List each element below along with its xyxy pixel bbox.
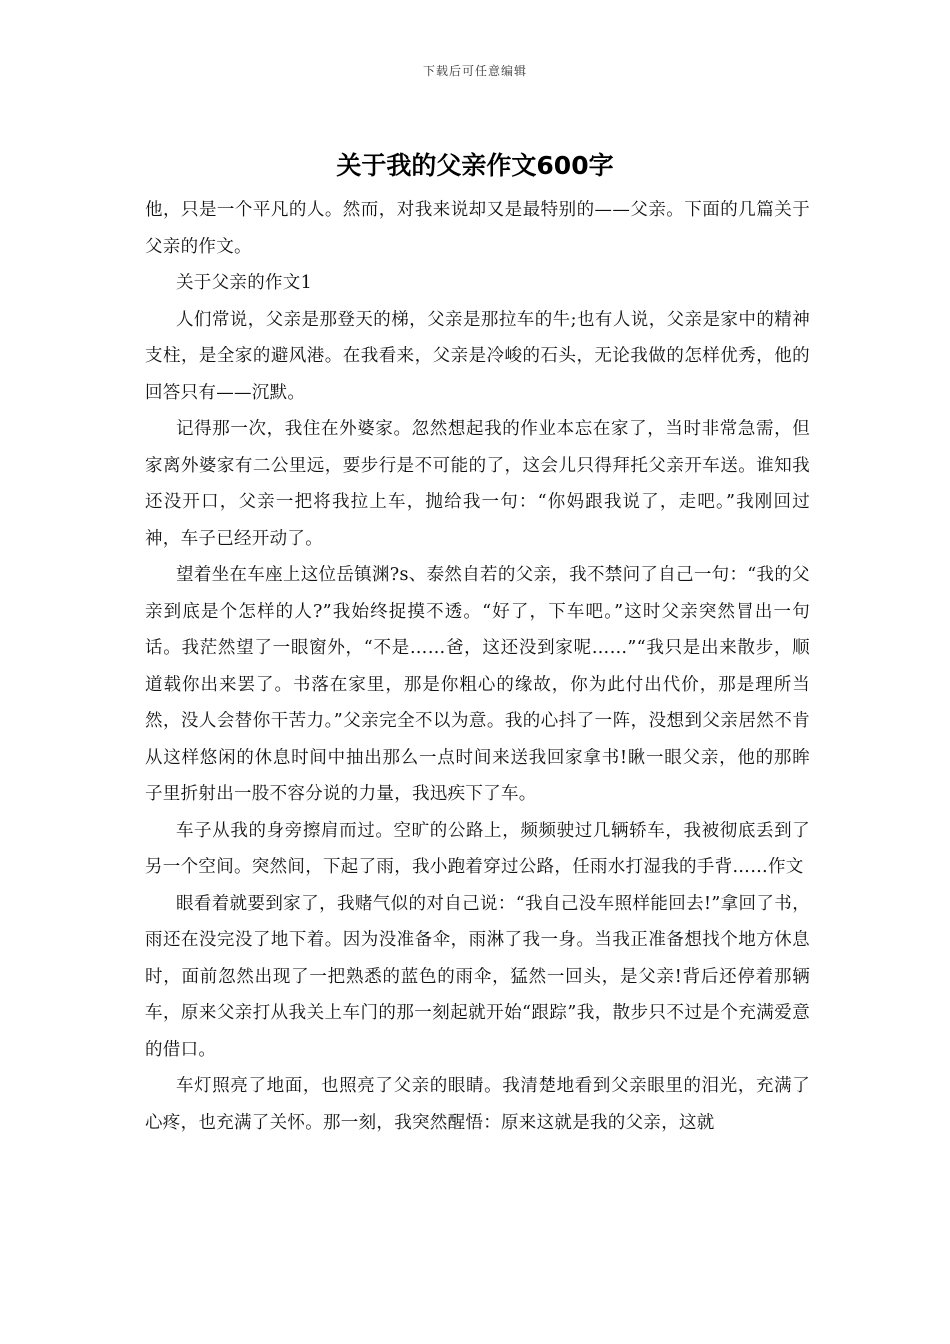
body-paragraph: 望着坐在车座上这位岳镇渊?s、泰然自若的父亲，我不禁问了自己一句：“我的父亲到底是个怎样的人?”我始终捉摸不透。“好了，下车吧。”这时父亲突然冒出一句话。我茫然望了一眼窗外，“不是……爸，这还没到家呢……”“我只是出来散步，顺道载你出来罢了。书落在家里，那是你粗心的缘故，你为此付出代价，那是理所当然，没人会替你干苦力。”父亲完全不以为意。我的心抖了一阵，没想到父亲居然不肯从这样悠闲的休息时间中抽出那么一点时间来送我回家拿书!瞅一眼父亲，他的那眸子里折射出一股不容分说的力量，我迅疾下了车。: [145, 565, 810, 804]
intro-paragraph: 他，只是一个平凡的人。然而，对我来说却又是最特别的——父亲。下面的几篇关于父亲的作文。: [145, 200, 810, 257]
section-heading: 关于父亲的作文1: [176, 273, 313, 293]
body-paragraph: 人们常说，父亲是那登天的梯，父亲是那拉车的牛;也有人说，父亲是家中的精神支柱，是全家的避风港。在我看来，父亲是冷峻的石头，无论我做的怎样优秀，他的回答只有——沉默。: [145, 309, 810, 403]
document-title: 关于我的父亲作文600字: [336, 151, 614, 180]
page-header-note: 下载后可任意编辑: [422, 64, 527, 78]
body-paragraph: 车灯照亮了地面，也照亮了父亲的眼睛。我清楚地看到父亲眼里的泪光，充满了心疼，也充满了关怀。那一刻，我突然醒悟：原来这就是我的父亲，这就: [145, 1076, 810, 1133]
body-paragraph: 车子从我的身旁擦肩而过。空旷的公路上，频频驶过几辆轿车，我被彻底丢到了另一个空间。突然间，下起了雨，我小跑着穿过公路，任雨水打湿我的手背……作文: [145, 820, 810, 877]
body-paragraph: 眼看着就要到家了，我赌气似的对自己说：“我自己没车照样能回去!”拿回了书，雨还在没完没了地下着。因为没准备伞，雨淋了我一身。当我正准备想找个地方休息时，面前忽然出现了一把熟悉的蓝色的雨伞，猛然一回头，是父亲!背后还停着那辆车，原来父亲打从我关上车门的那一刻起就开始“跟踪”我，散步只不过是个充满爱意的借口。: [145, 893, 810, 1060]
document-body: [145, 192, 810, 1141]
body-paragraph: 记得那一次，我住在外婆家。忽然想起我的作业本忘在家了，当时非常急需，但家离外婆家有二公里远，要步行是不可能的了，这会儿只得拜托父亲开车送。谁知我还没开口，父亲一把将我拉上车，抛给我一句：“你妈跟我说了，走吧。”我刚回过神，车子已经开动了。: [145, 419, 810, 549]
